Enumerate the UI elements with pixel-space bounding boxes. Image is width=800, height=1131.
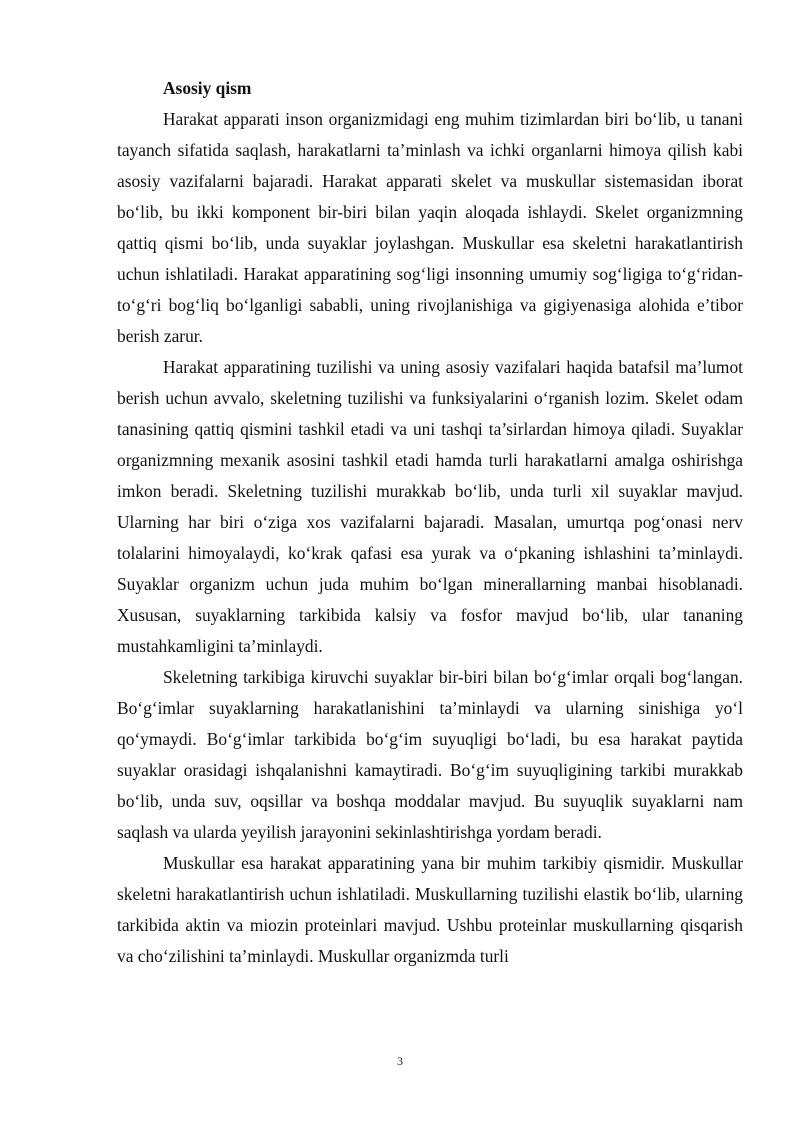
document-body xyxy=(117,73,743,972)
paragraph-1: Harakat apparati inson organizmidagi eng muhim tizimlardan biri bo‘lib, u tanani tayanch sifatida saqlash, harakatlarni ta’minlash va ichki organlarni himoya qilish kabi asosiy vazifalarni bajaradi. Harakat apparati skelet va muskullar sistemasidan iborat bo‘lib, bu ikki komponent bir-biri bilan yaqin aloqada ishlaydi. Skelet organizmning qattiq qismi bo‘lib, unda suyaklar joylashgan. Muskullar esa skeletni harakatlantirish uchun ishlatiladi. Harakat apparatining sog‘ligi insonning umumiy sog‘ligiga to‘g‘ridan-to‘g‘ri bog‘liq bo‘lganligi sababli, uning rivojlanishiga va gigiyenasiga alohida e’tibor berish zarur. xyxy=(117,109,743,346)
paragraph-2: Harakat apparatining tuzilishi va uning asosiy vazifalari haqida batafsil ma’lumot berish uchun avvalo, skeletning tuzilishi va funksiyalarini o‘rganish lozim. Skelet odam tanasining qattiq qismini tashkil etadi va uni tashqi ta’sirlardan himoya qiladi. Suyaklar organizmning mexanik asosini tashkil etadi hamda turli harakatlarni amalga oshirishga imkon beradi. Skeletning tuzilishi murakkab bo‘lib, unda turli xil suyaklar mavjud. Ularning har biri o‘ziga xos vazifalarni bajaradi. Masalan, umurtqa pog‘onasi nerv tolalarini himoyalaydi, ko‘krak qafasi esa yurak va o‘pkaning ishlashini ta’minlaydi. Suyaklar organizm uchun juda muhim bo‘lgan minerallarning manbai hisoblanadi. Xususan, suyaklarning tarkibida kalsiy va fosfor mavjud bo‘lib, ular tananing mustahkamligini ta’minlaydi. xyxy=(117,357,743,656)
paragraph-4: Muskullar esa harakat apparatining yana bir muhim tarkibiy qismidir. Muskullar skeletni harakatlantirish uchun ishlatiladi. Muskullarning tuzilishi elastik bo‘lib, ularning tarkibida aktin va miozin proteinlari mavjud. Ushbu proteinlar muskullarning qisqarish va cho‘zilishini ta’minlaydi. Muskullar organizmda turli xyxy=(117,853,743,966)
paragraph-3: Skeletning tarkibiga kiruvchi suyaklar bir-biri bilan bo‘g‘imlar orqali bog‘langan. Bo‘g‘imlar suyaklarning harakatlanishini ta’minlaydi va ularning sinishiga yo‘l qo‘ymaydi. Bo‘g‘imlar tarkibida bo‘g‘im suyuqligi bo‘ladi, bu esa harakat paytida suyaklar orasidagi ishqalanishni kamaytiradi. Bo‘g‘im suyuqligining tarkibi murakkab bo‘lib, unda suv, oqsillar va boshqa moddalar mavjud. Bu suyuqlik suyaklarni nam saqlash va ularda yeyilish jarayonini sekinlashtirishga yordam beradi. xyxy=(117,667,743,842)
section-heading: Asosiy qism xyxy=(163,78,252,98)
page-number: 3 xyxy=(397,1054,403,1068)
